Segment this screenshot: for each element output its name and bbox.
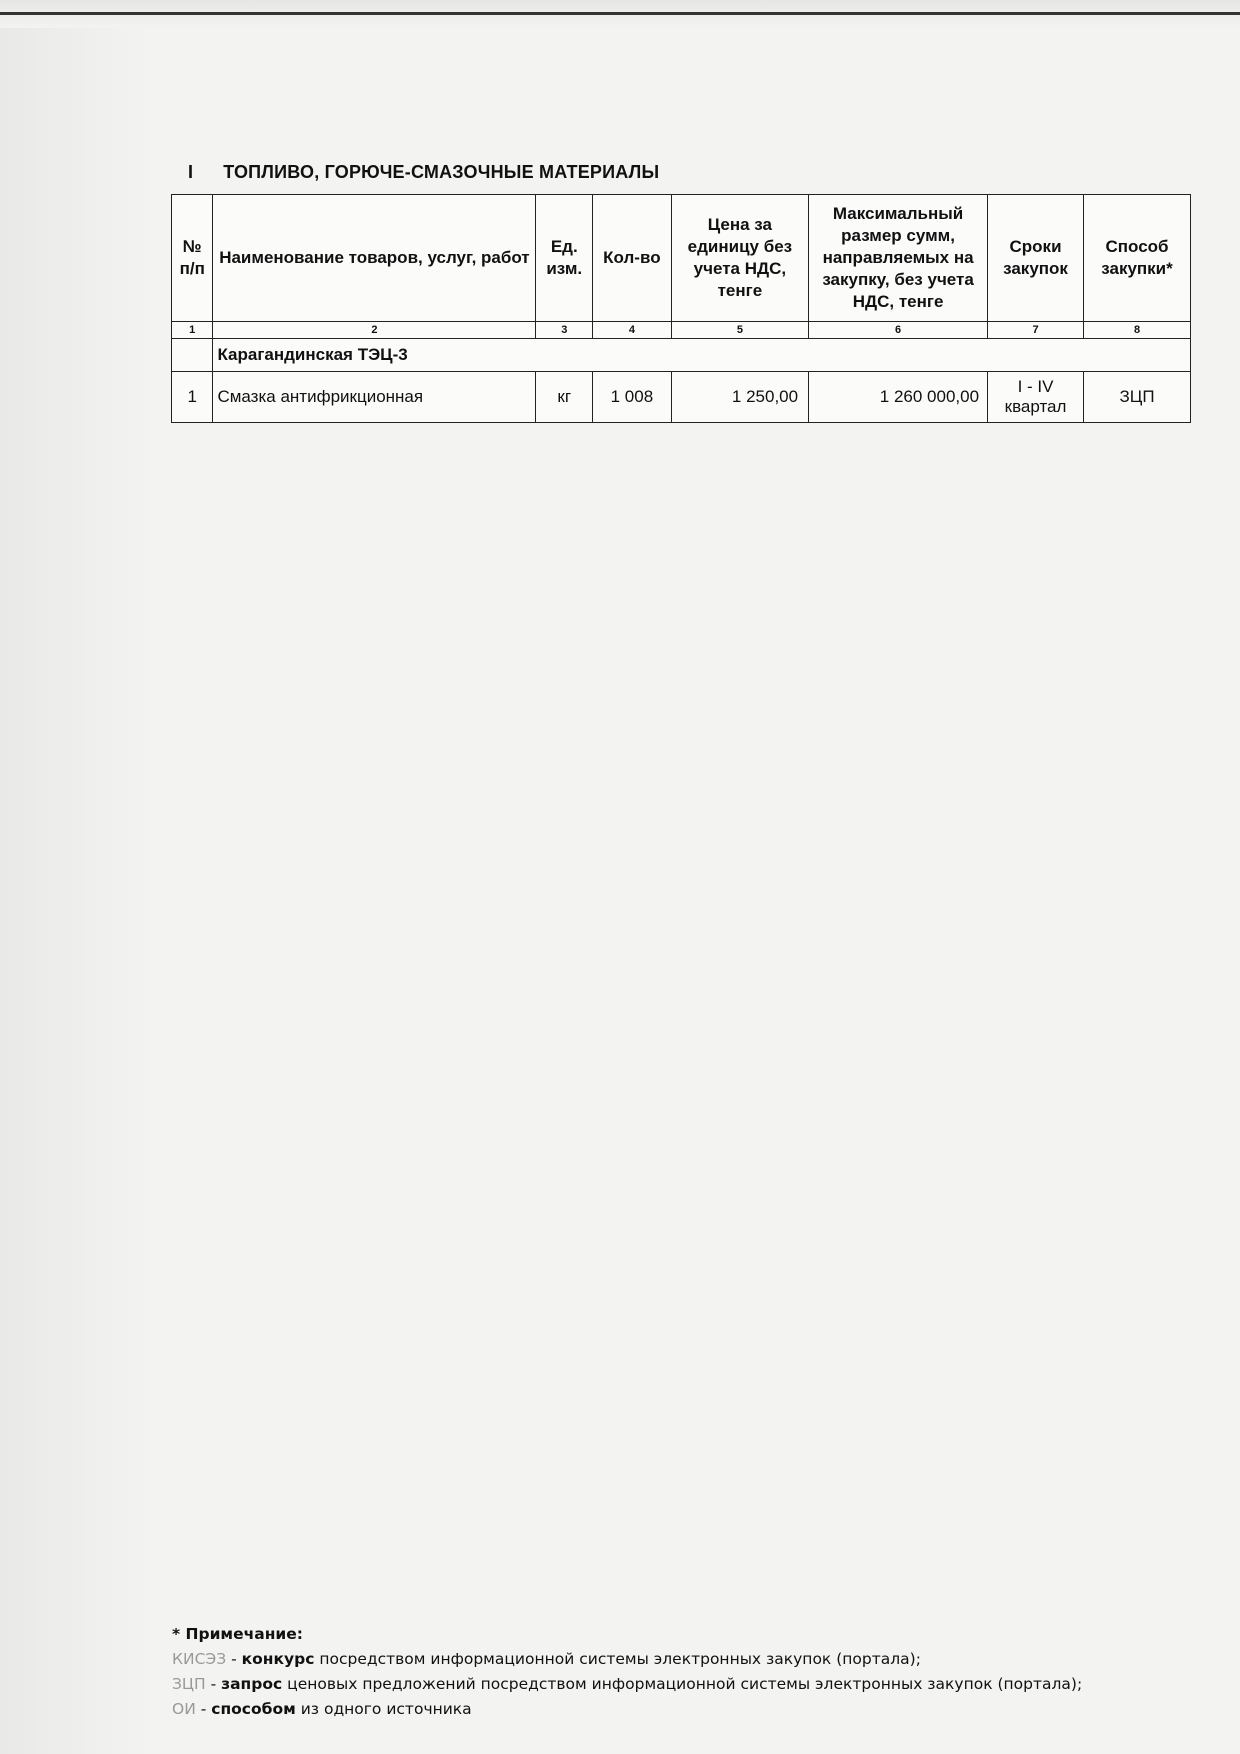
row-sum: 1 260 000,00 xyxy=(809,372,988,423)
footnote-abbr: ЗЦП xyxy=(172,1675,206,1693)
scan-top-line xyxy=(0,12,1240,15)
section-number: I xyxy=(188,162,194,182)
row-term: I - IV квартал xyxy=(988,372,1084,423)
footnote-term: запрос xyxy=(221,1675,283,1693)
footnote-text: посредством информационной системы электронных закупок (портала); xyxy=(319,1650,921,1668)
footnote-term: способом xyxy=(211,1700,296,1718)
header-row xyxy=(172,195,1191,322)
footnote-item: ЗЦП - запрос ценовых предложений посредством информационной системы электронных закупок (портала); xyxy=(172,1675,1083,1693)
footnote-abbr: КИСЭЗ xyxy=(172,1650,227,1668)
index-cell: 7 xyxy=(988,322,1084,339)
footnote-text: из одного источника xyxy=(300,1700,472,1718)
group-row xyxy=(172,339,1191,372)
footnote-term: конкурс xyxy=(241,1650,315,1668)
header-cell-unit: Ед. изм. xyxy=(536,195,593,322)
header-cell-term: Сроки закупок xyxy=(988,195,1084,322)
row-name: Смазка антифрикционная xyxy=(213,372,536,423)
index-cell: 1 xyxy=(172,322,213,339)
row-no: 1 xyxy=(172,372,213,423)
row-qty: 1 008 xyxy=(593,372,672,423)
header-cell-sum: Максимальный размер сумм, направляемых на закупку, без учета НДС, тенге xyxy=(809,195,988,322)
scan-shadow xyxy=(0,0,150,1754)
index-row xyxy=(172,322,1191,339)
index-cell: 3 xyxy=(536,322,593,339)
footnote-item: КИСЭЗ - конкурс посредством информационной системы электронных закупок (портала); xyxy=(172,1650,921,1668)
section-title: ТОПЛИВО, ГОРЮЧЕ-СМАЗОЧНЫЕ МАТЕРИАЛЫ xyxy=(223,162,660,182)
footnote xyxy=(172,1622,1082,1722)
footnote-abbr: ОИ xyxy=(172,1700,196,1718)
table-row xyxy=(172,372,1191,423)
index-cell: 4 xyxy=(593,322,672,339)
header-cell-method: Способ закупки* xyxy=(1084,195,1191,322)
footnote-title: * Примечание: xyxy=(172,1625,303,1643)
header-cell-name: Наименование товаров, услуг, работ xyxy=(213,195,536,322)
header-cell-price: Цена за единицу без учета НДС, тенге xyxy=(671,195,808,322)
header-cell-qty: Кол-во xyxy=(593,195,672,322)
row-price: 1 250,00 xyxy=(671,372,808,423)
row-method: ЗЦП xyxy=(1084,372,1191,423)
index-cell: 8 xyxy=(1084,322,1191,339)
procurement-table xyxy=(171,194,1191,423)
header-cell-no: № п/п xyxy=(172,195,213,322)
index-cell: 2 xyxy=(213,322,536,339)
section-heading xyxy=(188,162,659,183)
group-spacer xyxy=(172,339,213,372)
index-cell: 5 xyxy=(671,322,808,339)
row-unit: кг xyxy=(536,372,593,423)
footnote-text: ценовых предложений посредством информационной системы электронных закупок (портала); xyxy=(287,1675,1083,1693)
group-name: Карагандинская ТЭЦ-3 xyxy=(213,339,1191,372)
index-cell: 6 xyxy=(809,322,988,339)
footnote-item: ОИ - способом из одного источника xyxy=(172,1700,472,1718)
